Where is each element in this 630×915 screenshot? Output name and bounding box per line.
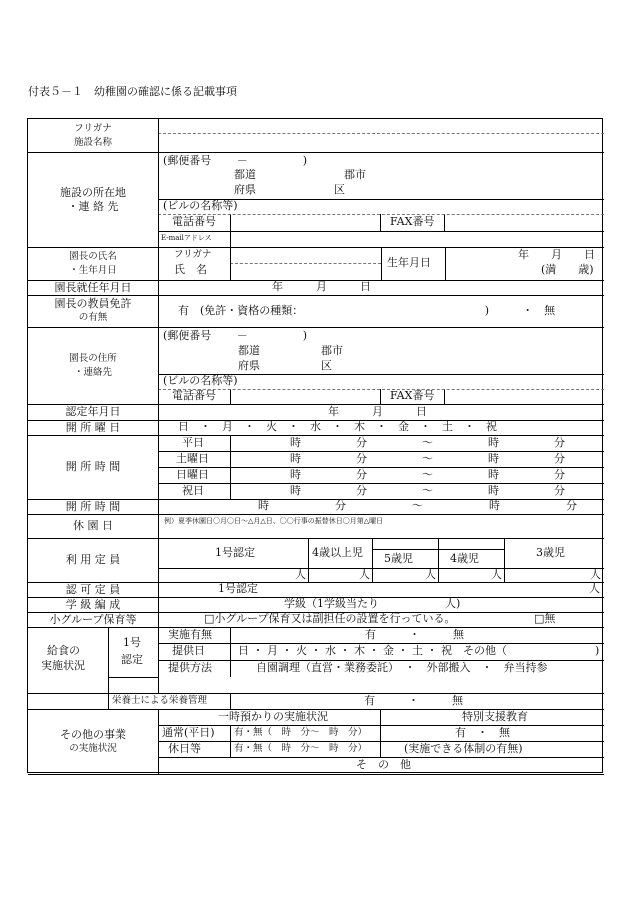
rule-line: [372, 549, 438, 550]
form-cell: [230, 435, 604, 451]
rule-line: [230, 643, 231, 660]
cell-text: □小グループ保育又は副担任の設置を行っている。: [204, 612, 456, 625]
row-label: [28, 327, 158, 404]
row-label-text: 利 用 定 員: [65, 553, 121, 566]
row-label-text: 施設の所在地: [60, 186, 126, 199]
cell-text: 時 分 ～ 時 分: [290, 484, 565, 497]
rule-line: [444, 214, 445, 231]
rule-line: [108, 693, 109, 709]
input-cell: [158, 327, 604, 404]
form-cell: [158, 725, 230, 741]
row-label: [28, 404, 158, 420]
rule-line: [158, 389, 604, 390]
row-label: [28, 420, 158, 435]
input-cell[interactable]: [438, 538, 504, 549]
cell-text: (ビルの名称等): [163, 199, 238, 212]
rule-line: [444, 389, 445, 404]
form-cell: [308, 538, 372, 568]
form-cell: [380, 709, 604, 725]
cell-text: 日 ・ 月 ・ 火 ・ 水 ・ 木 ・ 金 ・ 土 ・ 祝: [178, 420, 497, 433]
rule-line: [380, 389, 381, 404]
cell-text: 時 分 ～ 時 分: [258, 499, 577, 512]
cell-text: 有 (免許・資格の種類： ) ・ 無: [178, 304, 556, 317]
rule-line: [230, 741, 231, 757]
cell-text: 有・無（ 時 分～ 時 分）: [234, 743, 368, 754]
input-cell[interactable]: [230, 263, 381, 280]
form-cell: [158, 660, 230, 677]
form-cell: [308, 568, 372, 582]
input-cell: [504, 538, 604, 582]
row-label: [28, 119, 158, 152]
row-label-text: 施設名称: [73, 137, 112, 148]
cell-text: 年 月 日: [272, 280, 371, 293]
cell-text: 4歳児: [450, 552, 479, 565]
rule-line: [158, 451, 230, 452]
row-label-text: 園長就任年月日: [54, 281, 132, 294]
form-cell: [158, 582, 604, 597]
rule-line: [380, 725, 381, 741]
input-cell: [230, 435, 604, 499]
cell-text: 通常(平日): [162, 726, 215, 739]
rule-line: [230, 483, 604, 484]
rule-line: [230, 389, 231, 404]
row-label: [28, 538, 158, 582]
cell-text: FAX番号: [390, 389, 435, 402]
cell-text: 時 分 ～ 時 分: [290, 468, 565, 481]
form-cell: [108, 627, 158, 677]
form-cell: [380, 725, 604, 741]
row-label-text: 開 所 時 間: [65, 500, 121, 513]
cell-text: 府県: [234, 183, 256, 196]
form-cell: [230, 660, 604, 677]
cell-text: 1号認定: [218, 582, 258, 595]
cell-text: 時 分 ～ 時 分: [290, 452, 565, 465]
rule-line: [230, 725, 231, 741]
rule-line: [230, 693, 231, 709]
cell-text: 人: [589, 582, 600, 595]
row-label-text: ・生年月日: [69, 265, 117, 276]
rule-line: [158, 152, 159, 247]
form-cell: [158, 709, 380, 725]
rule-line: [380, 709, 381, 725]
input-cell: [158, 435, 230, 499]
input-cell: [158, 643, 604, 660]
rule-line: [445, 247, 446, 280]
form-cell: [158, 514, 604, 538]
cell-text: 日 ・ 月 ・ 火 ・ 水 ・ 木 ・ 金 ・ 土 ・ 祝 その他（ ): [238, 644, 600, 657]
row-label-text: 開 所 曜 日: [65, 421, 121, 434]
form-cell: [158, 231, 230, 247]
input-cell[interactable]: [158, 119, 604, 133]
input-cell[interactable]: [158, 133, 604, 152]
row-label-text: 小グループ保育等: [49, 613, 137, 626]
form-cell: [380, 389, 444, 404]
rule-line: [158, 741, 604, 742]
form-cell: [230, 693, 604, 709]
cell-text: 日曜日: [176, 468, 209, 481]
cell-text: 3歳児: [536, 546, 565, 559]
form-cell: [372, 549, 438, 568]
row-label: [28, 612, 158, 627]
form-cell: [445, 247, 604, 280]
form-cell: [381, 247, 445, 280]
rule-line: [230, 467, 604, 468]
form-cell: [158, 214, 230, 231]
rule-line: [372, 568, 438, 569]
input-cell[interactable]: [108, 677, 158, 693]
input-cell[interactable]: [230, 231, 604, 247]
form-cell: [158, 327, 604, 374]
row-label-text: 園長の教員免許: [54, 297, 132, 310]
rule-line: [230, 660, 231, 677]
form-cell: [438, 568, 504, 582]
form-cell: [380, 741, 604, 757]
row-label-text: ・連 絡 先: [67, 200, 119, 213]
input-cell: [108, 627, 158, 693]
input-cell[interactable]: [230, 214, 380, 231]
form-cell: [230, 467, 604, 483]
rule-line: [108, 677, 158, 678]
form-cell: [504, 538, 604, 568]
cell-text: 給食の: [47, 644, 80, 657]
form-cell: [158, 435, 230, 451]
cell-text: 有 ・ 無: [365, 628, 464, 641]
cell-text: 栄養士による栄養管理: [112, 695, 208, 706]
cell-text: E-mailアドレス: [161, 234, 212, 242]
cell-text: 都道: [234, 168, 256, 181]
rule-line: [230, 451, 604, 452]
form-cell: [158, 247, 230, 280]
cell-text: 有 ・ 無: [455, 726, 510, 739]
form-cell: [230, 741, 380, 757]
rule-line: [158, 709, 159, 774]
cell-text: 特別支援教育: [462, 710, 528, 723]
input-cell: [158, 627, 604, 693]
rule-line: [158, 247, 159, 280]
rule-line: [438, 538, 439, 582]
rule-line: [158, 568, 308, 569]
cell-text: 認定: [121, 653, 143, 666]
cell-text: 一時預かりの実施状況: [218, 710, 328, 723]
rule-line: [158, 643, 604, 644]
cell-text: 年 月 日: [518, 248, 595, 261]
cell-text: 区: [334, 183, 345, 196]
form-cell: [158, 499, 604, 514]
row-label-text: の実施状況: [69, 743, 117, 754]
form-cell: [158, 420, 604, 435]
cell-text: そ の 他: [356, 758, 411, 771]
cell-text: FAX番号: [390, 215, 435, 228]
form-cell: [230, 627, 604, 643]
form-cell: [158, 404, 604, 420]
rule-line: [158, 404, 159, 420]
rule-line: [158, 514, 159, 538]
input-cell[interactable]: [444, 214, 604, 231]
form-cell: [504, 568, 604, 582]
rule-line: [504, 538, 505, 582]
cell-text: 4歳以上児: [312, 546, 363, 559]
cell-text: 学級（1学級当たり 人): [284, 597, 461, 610]
form-cell: [230, 725, 380, 741]
cell-text: 氏 名: [174, 263, 207, 276]
row-label-text: ・連絡先: [73, 367, 112, 378]
cell-text: (郵便番号 － ): [163, 154, 308, 167]
rule-line: [230, 627, 231, 643]
form-table: [27, 118, 603, 773]
rule-line: [158, 295, 159, 327]
rule-line: [158, 420, 159, 435]
cell-text: 実施状況: [41, 659, 85, 672]
row-label: [28, 247, 158, 280]
form-cell: [372, 568, 438, 582]
input-cell: [308, 538, 372, 582]
form-cell: [158, 199, 604, 214]
input-cell: [158, 709, 604, 725]
cell-text: 祝日: [182, 484, 204, 497]
form-cell: [158, 741, 230, 757]
cell-text: 郡市: [321, 344, 343, 357]
form-cell: [230, 451, 604, 467]
input-cell[interactable]: [230, 247, 381, 263]
row-label-text: 休 園 日: [73, 519, 113, 532]
row-label-text: 認定年月日: [65, 405, 121, 418]
input-cell: [158, 231, 604, 247]
rule-line: [380, 214, 381, 231]
rule-line: [230, 247, 231, 280]
row-label-text: 学 級 編 成: [65, 598, 121, 611]
rule-line: [230, 214, 231, 231]
cell-text: 電話番号: [172, 389, 216, 402]
rule-line: [308, 538, 309, 582]
input-cell: [158, 119, 604, 152]
cell-text: 生年月日: [387, 256, 431, 269]
rule-line: [158, 627, 159, 693]
rule-line: [230, 263, 381, 264]
rule-line: [230, 231, 231, 247]
rule-line: [438, 549, 504, 550]
rule-line: [158, 435, 159, 499]
input-cell[interactable]: [372, 538, 438, 549]
form-cell: [158, 374, 604, 389]
form-cell: [158, 280, 604, 295]
form-cell: [158, 568, 308, 582]
row-label-text: フリガナ: [74, 123, 112, 134]
cell-text: 人: [359, 568, 370, 581]
input-cell: [158, 214, 604, 231]
cell-text: (実施できる体制の有無): [404, 742, 523, 755]
form-cell: [158, 538, 308, 568]
cell-text: □無: [534, 612, 556, 625]
rule-line: [158, 538, 159, 582]
cell-text: 人: [590, 568, 601, 581]
rule-line: [28, 774, 604, 775]
cell-text: 実施有無: [168, 628, 212, 641]
input-cell: [158, 709, 604, 774]
row-label-text: 園長の氏名: [69, 251, 117, 262]
page-title: 付表５－１ 幼稚園の確認に係る記載事項: [28, 85, 237, 98]
rule-line: [158, 757, 604, 758]
rule-line: [158, 597, 159, 612]
input-cell: [158, 627, 604, 643]
row-label: [28, 514, 158, 538]
row-label-text: その他の事業: [60, 728, 126, 741]
rule-line: [372, 538, 373, 582]
row-label: [28, 597, 158, 612]
input-cell: [438, 538, 504, 582]
cell-text: 自園調理（直営・業務委託） ・ 外部搬入 ・ 弁当持参: [256, 661, 548, 674]
form-cell: [158, 612, 604, 627]
input-cell: [158, 660, 604, 677]
input-cell[interactable]: [444, 389, 604, 404]
cell-text: 都道: [238, 344, 260, 357]
form-cell: [158, 627, 230, 643]
rule-line: [230, 435, 231, 499]
rule-line: [158, 327, 159, 404]
rule-line: [381, 247, 382, 280]
cell-text: 郡市: [344, 168, 366, 181]
cell-text: 人: [425, 568, 436, 581]
rule-line: [158, 231, 604, 232]
cell-text: 提供方法: [168, 661, 212, 674]
form-cell: [158, 451, 230, 467]
cell-text: 有 ・ 無: [364, 694, 463, 707]
row-label: [28, 152, 158, 247]
form-cell: [438, 549, 504, 568]
cell-text: (郵便番号 － ): [163, 329, 308, 342]
rule-line: [308, 568, 372, 569]
cell-text: 府県: [238, 359, 260, 372]
form-cell: [158, 152, 604, 199]
cell-text: 年 月 日: [328, 405, 427, 418]
rule-line: [158, 119, 159, 152]
form-cell: [158, 467, 230, 483]
form-cell: [158, 643, 230, 660]
row-label-text: 認 可 定 員: [65, 583, 121, 596]
cell-text: 土曜日: [176, 452, 209, 465]
cell-text: 人: [295, 568, 306, 581]
form-cell: [230, 643, 604, 660]
cell-text: (満 歳): [541, 263, 594, 276]
input-cell: [158, 389, 604, 404]
form-cell: [158, 389, 230, 404]
rule-line: [158, 725, 604, 726]
cell-text: 人: [491, 568, 502, 581]
cell-text: フリガナ: [174, 249, 212, 260]
form-cell: [108, 693, 230, 709]
cell-text: 例）夏季休園日〇月〇日～△月△日、〇〇行事の振替休日〇月第△曜日: [164, 517, 384, 525]
rule-line: [158, 660, 604, 661]
rule-line: [438, 568, 504, 569]
cell-text: 5歳児: [384, 552, 413, 565]
row-label: [28, 582, 158, 597]
rule-line: [158, 133, 604, 134]
cell-text: 有・無（ 時 分～ 時 分）: [234, 727, 368, 738]
cell-text: 休日等: [168, 742, 201, 755]
rule-line: [158, 214, 604, 215]
row-label: [28, 295, 158, 327]
rule-line: [158, 499, 159, 514]
rule-line: [158, 467, 230, 468]
rule-line: [108, 627, 109, 693]
row-label-text: の有無: [78, 312, 108, 323]
rule-line: [158, 280, 159, 295]
cell-text: 1号認定: [215, 546, 255, 559]
input-cell: [158, 152, 604, 247]
form-cell: [158, 757, 604, 774]
input-cell: [158, 725, 604, 741]
form-cell: [158, 483, 230, 499]
input-cell: [158, 741, 604, 757]
cell-text: 区: [321, 359, 332, 372]
rule-line: [158, 374, 604, 375]
rule-line: [158, 582, 159, 597]
form-cell: [28, 627, 108, 693]
rule-line: [380, 741, 381, 757]
input-cell: [372, 538, 438, 582]
form-cell: [230, 483, 604, 499]
rule-line: [158, 199, 604, 200]
input-cell: [230, 247, 381, 280]
row-label: [28, 280, 158, 295]
row-label-text: 開 所 時 間: [65, 460, 121, 473]
cell-text: 平日: [182, 436, 204, 449]
form-cell: [380, 214, 444, 231]
input-cell[interactable]: [230, 389, 380, 404]
rule-line: [158, 483, 230, 484]
rule-line: [504, 568, 604, 569]
row-label: [28, 499, 158, 514]
row-label: [28, 709, 158, 774]
cell-text: 提供日: [172, 644, 205, 657]
form-cell: [158, 597, 604, 612]
cell-text: 1号: [123, 636, 141, 649]
row-label: [28, 435, 158, 499]
input-cell: [158, 538, 308, 582]
cell-text: 時 分 ～ 時 分: [290, 436, 565, 449]
form-cell: [158, 295, 604, 327]
rule-line: [158, 612, 159, 627]
cell-text: (ビルの名称等): [163, 374, 238, 387]
cell-text: 電話番号: [172, 215, 216, 228]
row-label-text: 園長の住所: [69, 353, 117, 364]
